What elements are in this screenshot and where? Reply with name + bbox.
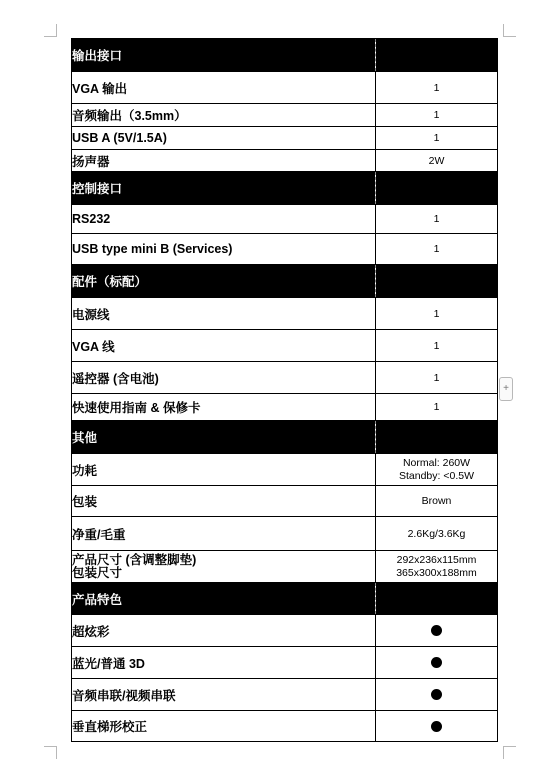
section-header-row xyxy=(72,583,498,615)
label-line: 包装尺寸 xyxy=(72,565,123,580)
row-label: 包装 xyxy=(72,486,376,517)
table-row xyxy=(72,298,498,330)
row-value xyxy=(376,679,498,711)
table-row xyxy=(72,486,498,517)
page-corner-mark xyxy=(503,746,516,759)
value-line: 365x300x188mm xyxy=(396,566,477,579)
section-header-row xyxy=(72,39,498,72)
row-label: VGA 输出 xyxy=(72,72,376,104)
row-label: USB A (5V/1.5A) xyxy=(72,127,376,150)
row-value: 1 xyxy=(376,298,498,330)
value-line: Normal: 260W xyxy=(402,456,471,469)
spec-table xyxy=(71,38,498,742)
table-resize-handle[interactable] xyxy=(499,377,513,401)
table-row xyxy=(72,647,498,679)
table-row xyxy=(72,234,498,265)
row-value: Brown xyxy=(376,486,498,517)
row-label: USB type mini B (Services) xyxy=(72,234,376,265)
section-header-empty xyxy=(376,172,498,205)
section-header-row xyxy=(72,172,498,205)
row-label: 垂直梯形校正 xyxy=(72,711,376,742)
section-header-label: 控制接口 xyxy=(72,172,376,205)
row-label xyxy=(72,551,376,583)
table-row xyxy=(72,330,498,362)
table-row xyxy=(72,517,498,551)
row-value: 1 xyxy=(376,234,498,265)
section-header-label: 其他 xyxy=(72,421,376,454)
table-row xyxy=(72,679,498,711)
page-corner-mark xyxy=(44,24,57,37)
section-header-label: 产品特色 xyxy=(72,583,376,615)
page-corner-mark xyxy=(44,746,57,759)
row-value: 1 xyxy=(376,362,498,394)
table-row xyxy=(72,72,498,104)
page-corner-mark xyxy=(503,24,516,37)
table-row xyxy=(72,362,498,394)
table-row xyxy=(72,551,498,583)
table-row xyxy=(72,711,498,742)
section-header-empty xyxy=(376,265,498,298)
filled-circle-icon xyxy=(431,721,442,732)
row-value xyxy=(376,454,498,486)
row-label: 超炫彩 xyxy=(72,615,376,647)
row-label: 净重/毛重 xyxy=(72,517,376,551)
table-row xyxy=(72,205,498,234)
row-label: 音频输出（3.5mm） xyxy=(72,104,376,127)
section-header-empty xyxy=(376,421,498,454)
section-header-label: 配件（标配） xyxy=(72,265,376,298)
table-row xyxy=(72,394,498,421)
section-header-row xyxy=(72,265,498,298)
row-value xyxy=(376,615,498,647)
row-label: 电源线 xyxy=(72,298,376,330)
table-row xyxy=(72,150,498,172)
section-header-empty xyxy=(376,583,498,615)
row-value: 2W xyxy=(376,150,498,172)
row-value: 1 xyxy=(376,394,498,421)
section-header-row xyxy=(72,421,498,454)
row-label: VGA 线 xyxy=(72,330,376,362)
row-label: 功耗 xyxy=(72,454,376,486)
table-row xyxy=(72,454,498,486)
row-value xyxy=(376,551,498,583)
row-value: 1 xyxy=(376,104,498,127)
row-label: 扬声器 xyxy=(72,150,376,172)
row-value: 1 xyxy=(376,205,498,234)
row-label: 遥控器 (含电池) xyxy=(72,362,376,394)
row-value xyxy=(376,711,498,742)
row-value: 1 xyxy=(376,72,498,104)
section-header-label: 输出接口 xyxy=(72,39,376,72)
filled-circle-icon xyxy=(431,625,442,636)
row-label: 蓝光/普通 3D xyxy=(72,647,376,679)
row-value: 1 xyxy=(376,330,498,362)
value-line: Standby: <0.5W xyxy=(398,469,474,482)
plus-icon: + xyxy=(503,383,509,394)
row-label: 音频串联/视频串联 xyxy=(72,679,376,711)
row-label: RS232 xyxy=(72,205,376,234)
table-row xyxy=(72,104,498,127)
value-line: 292x236x115mm xyxy=(396,553,477,566)
table-row xyxy=(72,615,498,647)
table-row xyxy=(72,127,498,150)
section-header-empty xyxy=(376,39,498,72)
row-value: 1 xyxy=(376,127,498,150)
row-value: 2.6Kg/3.6Kg xyxy=(376,517,498,551)
filled-circle-icon xyxy=(431,689,442,700)
label-line: 产品尺寸 (含调整脚垫) xyxy=(72,552,197,567)
filled-circle-icon xyxy=(431,657,442,668)
row-value xyxy=(376,647,498,679)
row-label: 快速使用指南 & 保修卡 xyxy=(72,394,376,421)
